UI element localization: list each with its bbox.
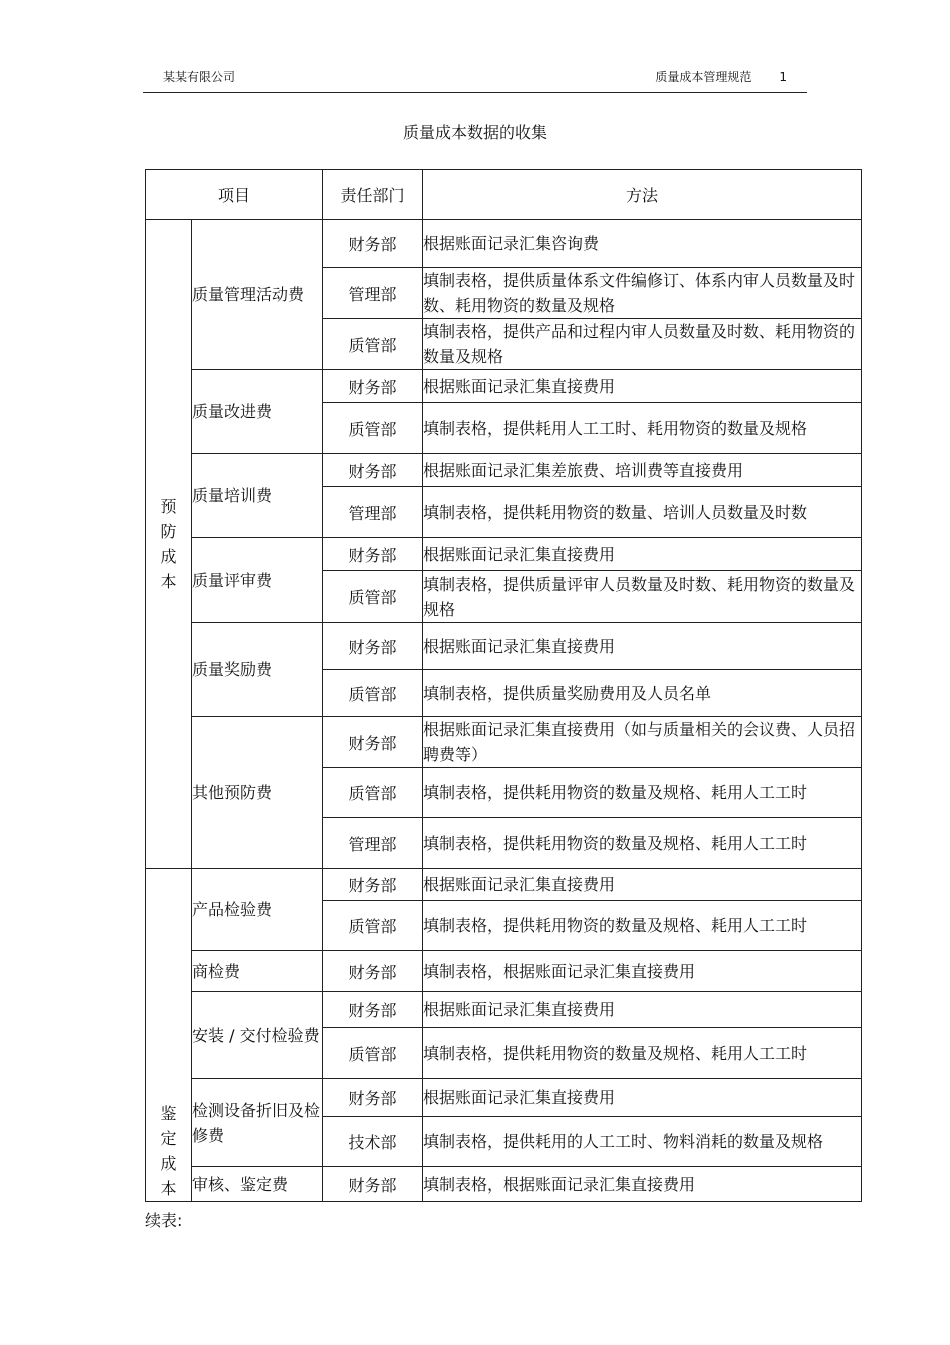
item-cell: 商检费: [192, 951, 323, 992]
method-cell: 根据账面记录汇集咨询费: [423, 220, 862, 268]
dept-cell: 质管部: [323, 319, 423, 370]
method-cell: 根据账面记录汇集直接费用: [423, 623, 862, 670]
method-cell: 填制表格，提供耗用物资的数量及规格、耗用人工工时: [423, 818, 862, 869]
header-right: [655, 68, 787, 85]
item-cell: 质量奖励费: [192, 623, 323, 717]
method-cell: 根据账面记录汇集直接费用: [423, 370, 862, 403]
dept-cell: 技术部: [323, 1117, 423, 1167]
table-row: [146, 717, 862, 768]
quality-cost-table: [145, 169, 862, 1202]
method-cell: 填制表格，提供耗用物资的数量及规格、耗用人工工时: [423, 768, 862, 818]
dept-cell: 财务部: [323, 717, 423, 768]
item-cell: 产品检验费: [192, 869, 323, 951]
dept-cell: 财务部: [323, 370, 423, 403]
item-cell: 质量改进费: [192, 370, 323, 454]
header-method: 方法: [423, 170, 862, 220]
dept-cell: 质管部: [323, 403, 423, 454]
item-cell: 审核、鉴定费: [192, 1167, 323, 1202]
method-cell: 根据账面记录汇集差旅费、培训费等直接费用: [423, 454, 862, 487]
page-title: 质量成本数据的收集: [402, 123, 547, 142]
dept-cell: 财务部: [323, 220, 423, 268]
method-cell: 填制表格，提供产品和过程内审人员数量及时数、耗用物资的数量及规格: [423, 319, 862, 370]
dept-cell: 管理部: [323, 268, 423, 319]
dept-cell: 财务部: [323, 951, 423, 992]
method-cell: 填制表格，提供耗用的人工工时、物料消耗的数量及规格: [423, 1117, 862, 1167]
method-cell: 根据账面记录汇集直接费用（如与质量相关的会议费、人员招聘费等）: [423, 717, 862, 768]
continued-label: 续表:: [145, 1211, 183, 1230]
method-cell: 填制表格，提供质量评审人员数量及时数、耗用物资的数量及规格: [423, 571, 862, 623]
company-name: 某某有限公司: [163, 70, 236, 84]
dept-cell: 财务部: [323, 538, 423, 571]
item-cell: 检测设备折旧及检修费: [192, 1079, 323, 1167]
page-header: [143, 66, 807, 93]
dept-cell: 财务部: [323, 623, 423, 670]
table-row: [146, 1079, 862, 1117]
item-cell: 质量管理活动费: [192, 220, 323, 370]
table-row: [146, 454, 862, 487]
method-cell: 根据账面记录汇集直接费用: [423, 869, 862, 901]
header-dept: 责任部门: [323, 170, 423, 220]
header-item: 项目: [146, 170, 323, 220]
table-row: [146, 538, 862, 571]
dept-cell: 质管部: [323, 670, 423, 717]
dept-cell: 财务部: [323, 454, 423, 487]
item-cell: 其他预防费: [192, 717, 323, 869]
category-label: 预防成本: [160, 497, 177, 591]
dept-cell: 质管部: [323, 768, 423, 818]
item-cell: 质量评审费: [192, 538, 323, 623]
table-row: [146, 623, 862, 670]
table-row: [146, 992, 862, 1028]
dept-cell: 财务部: [323, 1167, 423, 1202]
page-number: 1: [779, 70, 787, 84]
dept-cell: 管理部: [323, 487, 423, 538]
category-label: 鉴定成本: [160, 1104, 177, 1198]
method-cell: 根据账面记录汇集直接费用: [423, 1079, 862, 1117]
dept-cell: 质管部: [323, 901, 423, 951]
category-cell: [146, 220, 192, 869]
table-row: [146, 869, 862, 901]
method-cell: 填制表格，提供耗用物资的数量及规格、耗用人工工时: [423, 901, 862, 951]
dept-cell: 质管部: [323, 1028, 423, 1079]
table-row: [146, 220, 862, 268]
table-row: [146, 370, 862, 403]
dept-cell: 财务部: [323, 1079, 423, 1117]
method-cell: 根据账面记录汇集直接费用: [423, 992, 862, 1028]
method-cell: 填制表格，根据账面记录汇集直接费用: [423, 1167, 862, 1202]
method-cell: 根据账面记录汇集直接费用: [423, 538, 862, 571]
dept-cell: 财务部: [323, 992, 423, 1028]
item-cell: 质量培训费: [192, 454, 323, 538]
method-cell: 填制表格，提供质量奖励费用及人员名单: [423, 670, 862, 717]
method-cell: 填制表格，提供质量体系文件编修订、体系内审人员数量及时数、耗用物资的数量及规格: [423, 268, 862, 319]
item-cell: 安装 / 交付检验费: [192, 992, 323, 1079]
dept-cell: 财务部: [323, 869, 423, 901]
dept-cell: 质管部: [323, 571, 423, 623]
dept-cell: 管理部: [323, 818, 423, 869]
doc-title: 质量成本管理规范: [655, 70, 752, 84]
category-cell: [146, 869, 192, 1202]
method-cell: 填制表格，提供耗用人工工时、耗用物资的数量及规格: [423, 403, 862, 454]
method-cell: 填制表格，根据账面记录汇集直接费用: [423, 951, 862, 992]
table-row: [146, 1167, 862, 1202]
table-row: [146, 951, 862, 992]
method-cell: 填制表格，提供耗用物资的数量及规格、耗用人工工时: [423, 1028, 862, 1079]
table-header-row: [146, 170, 862, 220]
method-cell: 填制表格，提供耗用物资的数量、培训人员数量及时数: [423, 487, 862, 538]
